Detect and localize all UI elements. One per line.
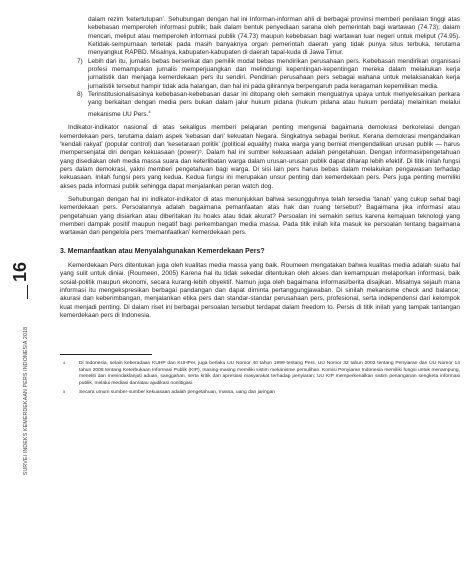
paragraph-democracy: Indikator-indikator nasional di atas sekaligus memberi pelajaran penting mengenai bagaimana demokrasi berkorelasi dengan kemerdekaan pers, terutama dalam aspek ‘kebasan dari’ kekuatan Negara. Singkatnya sebagai berikut. Kerana demokrasi mengandaikan ‘kendali rakyat’ (popular control) dan ‘kesetaraan politik’ (political equality) maka warga yang berniat mengendalikan urusan publik — harus mempersenjatai diri dengan kekuasaan (power)⁵. Dalam hal ini sumber kekuasaan adalah pengetahuan. Dengan informasi/pengetahuan yang disediakan oleh media massa suara dan keterlibatan warga dalam urusan-urusan publik dapat diharap lebih efektif. Di titik inilah fungsi pers dalam demokrasi, yakni memberi pengetahuan bagi warga. Di sisi lain pers harus bebas dalam melakukan pengawasan terhadap kekuasaan. Inilah fungsi pers yang kedua. Kedua fungsi ini merupakan unsur penting dari kemerdekaan pers. Pers juga penting memiliki akses pada informasi publik sehingga dapat menjalankan peran watch dog.: [60, 124, 460, 190]
list-item-number: 7): [77, 57, 83, 65]
list-item-text: Terinstitusionalisasinya kebebasan-kebebasan dasar ini ditopang oleh semakin menguatnya upaya untuk menyelesaikan perkara yang berkaitan dengan media pers bukan dalam jalur hukum pidana (hukum pidana atau hukum perdata) melainkan melalui mekanisme UU Pers.: [88, 91, 460, 118]
footnote-divider: [60, 354, 152, 355]
running-title: SURVEI INDEKS KEMERDEKAAN PERS INDONESIA 2018: [23, 326, 29, 476]
footnote-5: [60, 390, 460, 397]
paragraph-quality: Kemerdekaan Pers ditentukan juga oleh kualitas media massa yang baik. Roumeen mengatakan bahwa kualitas media adalah suatu hal yang sulit untuk diniai. (Roumeen, 2005) Karena hal itu tidak sekedar ditentukan oleh akses dan kemampuan melaporkan informasi, baik sosial-politik maupun ekonomi, secara kurang-lebih obyektif. Namun juga oleh bagaimana informasi/berita disajikan. Misalnya sejauh mana informasi itu mengekspresikan berbagai pandangan dan dapat diminta pertanggungjawaban. Di sinilah mekanisme check and balance; akurasi dan keberimbangan, menjalankan etika pers dan standar-standar perusahaan pers, profesional, serta independensi dari kelompok kuat menjadi penting. Di dalam riset ini berbagai persoalan tersebut terdapat dalam freedom to. Persis di titik inilah yang tampak tantangan kemerdekaan pers di Indonesia.: [60, 262, 460, 320]
footnote-number: 5: [63, 389, 66, 394]
list-item-number: 8): [77, 91, 83, 99]
sidebar-rule: [27, 285, 28, 299]
list-item-7: [60, 58, 460, 91]
footnote-ref-4: 4: [148, 108, 151, 114]
continued-paragraph: dalam rezim ‘ketertutupan’. Sehubungan dengan hal ini Informan-informan ahli di berbagai provinsi memberi penilaian tinggi atas kebebasan memperoleh informasi publik; baik dalam bentuk penyediaan sarana oleh pemerintah bagi wartawan (74.73); dalam mencari, meliput atau memperoleh informasi publik (74.73) maupun kebebasan bagi wartawan luar negeri untuk meliput (74.95). Ketidak-sempurnaan terletak pada masih banyaknya organ pemerintah daerah yang tidak punya situs terbuka, terutama menyangkut RAPBD. Misalnya, kabupaten-kabupaten di daerah tapal-kuda di Jawa Timur.: [88, 16, 460, 57]
page-body: [60, 16, 460, 396]
page-sidebar: [0, 0, 42, 572]
page-number: 16: [10, 261, 30, 283]
list-item-8: [60, 91, 460, 119]
footnote-4: [60, 361, 460, 388]
paragraph-indicators: Sehubungan dengan hal ini indikator-indikator di atas menunjukkan bahwa sesungguhnya telah tersedia ‘tanah’ yang cukup sehat bagi kemerdekaan pers. Persoalannya adalah bagaimana pemanfaatan atas hak dan ruang tersebut? Bagaimana jika informasi atau pengetahuan yang disiarkan atau diberitakan itu hoaks atau tidak akurat? Persoalan ini semakin serius karena kemajuan teknologi yang memberi dampak positif maupun negatif bagi perkembangan media massa. Pada titik inilah kita masuk ke persoalan tentang bagaimana wartawan dan pengelola pers ‘memanfaatkan’ kemerdekaan pers.: [60, 196, 460, 237]
footnote-text: Di Indonesia, selain keberadaan KUHP dan KUHPer, juga berlaku UU Nomor 40 tahun 1999 tentang Pers, UU Nomor 32 tahun 2002 tentang Penyiaran dan UU Nomor 14 tahun 2008 tentang Keterbukaan Informasi Publik (KIP), masing-masing memiliki sistim mekanisme pemulihan. Komisi Penyiaran Indonesia memiliki fungsi untuk menampung, meneliti dan menindaklanjuti aduan, sanggahan, serta kritik dan apresiasi masyarakat terhadap penyiaran; UU KIP memperkenalkan sistim penanganan sengketa informasi publik, melalui mediasi dan/atau ajudikasi nonlitigasi.: [79, 360, 460, 387]
list-item-text: Lebih dari itu, jurnalis bebas berserikat dan pemilik modal bebas mendirikan perusahaan pers. Kebebasan mendirikan organisasi profesi memampukan jurnalis memperjuangkan dan melindungi kepentingan-kepentingan mereka dalam melakukan kerja jurnalistik dan menjaga kemerdekaan pers itu sendiri. Pendirian perusahaan pers sebagai wahana untuk melaksanakan kerja jurnalistik tersebut hampir tidak ada halangan, dan hal ini pada gilirannya berpengaruh pada keragaman kepemilikan media.: [88, 57, 460, 90]
footnote-text: Secara umum sumber-sumber kekuasaan adalah pengetahuan, massa, uang dan jaringan: [79, 389, 276, 395]
footnote-number: 4: [63, 360, 66, 365]
section-heading-3: 3. Memanfaatkan atau Menyalahgunakan Kemerdekaan Pers?: [60, 247, 265, 255]
